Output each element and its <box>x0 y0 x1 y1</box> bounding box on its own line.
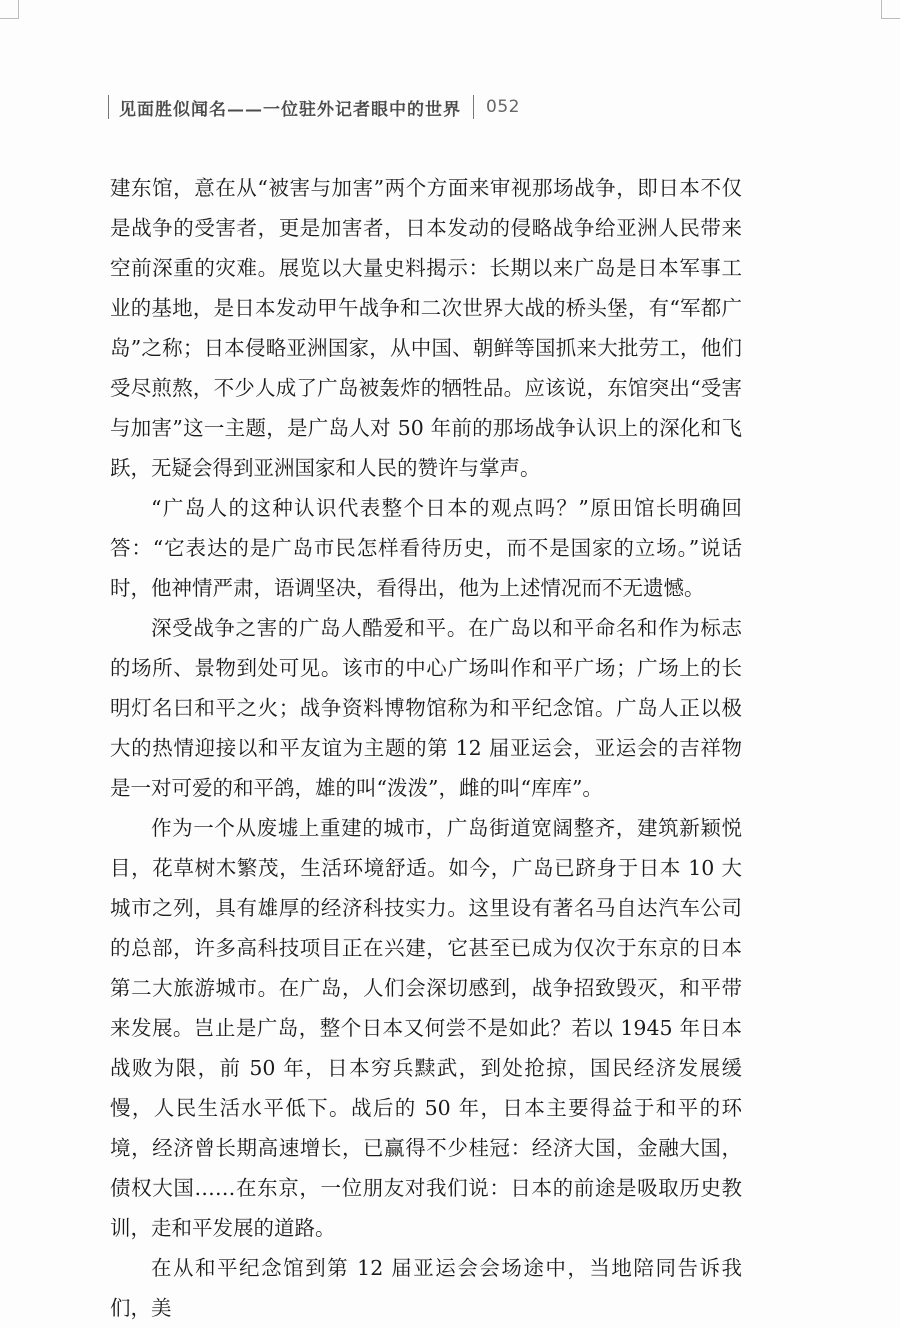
book-title: 见面胜似闻名——一位驻外记者眼中的世界 <box>119 99 461 120</box>
running-header <box>108 94 520 120</box>
body-text <box>110 168 742 1328</box>
paragraph-2: “广岛人的这种认识代表整个日本的观点吗？”原田馆长明确回答：“它表达的是广岛市民怎样看待历史，而不是国家的立场。”说话时，他神情严肃，语调坚决，看得出，他为上述情况而不无遗憾。 <box>110 496 742 600</box>
crop-mark-right <box>881 0 900 19</box>
paragraph-5: 在从和平纪念馆到第 12 届亚运会会场途中，当地陪同告诉我们，美 <box>110 1256 742 1320</box>
paragraph-3: 深受战争之害的广岛人酷爱和平。在广岛以和平命名和作为标志的场所、景物到处可见。该市的中心广场叫作和平广场；广场上的长明灯名曰和平之火；战争资料博物馆称为和平纪念馆。广岛人正以极大的热情迎接以和平友谊为主题的第 12 届亚运会，亚运会的吉祥物是一对可爱的和平鸽，雄的叫“泼泼”，雌的叫“库库”。 <box>110 616 742 800</box>
page-number: 052 <box>486 97 520 117</box>
header-rule-left <box>108 95 109 119</box>
paragraph-1: 建东馆，意在从“被害与加害”两个方面来审视那场战争，即日本不仅是战争的受害者，更是加害者，日本发动的侵略战争给亚洲人民带来空前深重的灾难。展览以大量史料揭示：长期以来广岛是日本军事工业的基地，是日本发动甲午战争和二次世界大战的桥头堡，有“军都广岛”之称；日本侵略亚洲国家，从中国、朝鲜等国抓来大批劳工，他们受尽煎熬，不少人成了广岛被轰炸的牺牲品。应该说，东馆突出“受害与加害”这一主题，是广岛人对 50 年前的那场战争认识上的深化和飞跃，无疑会得到亚洲国家和人民的赞许与掌声。 <box>110 176 742 480</box>
paragraph-4: 作为一个从废墟上重建的城市，广岛街道宽阔整齐，建筑新颖悦目，花草树木繁茂，生活环境舒适。如今，广岛已跻身于日本 10 大城市之列，具有雄厚的经济科技实力。这里设有著名马自达汽车公司的总部，许多高科技项目正在兴建，它甚至已成为仅次于东京的日本第二大旅游城市。在广岛，人们会深切感到，战争招致毁灭，和平带来发展。岂止是广岛，整个日本又何尝不是如此？若以 1945 年日本战败为限，前 50 年，日本穷兵黩武，到处抢掠，国民经济发展缓慢，人民生活水平低下。战后的 50 年，日本主要得益于和平的环境，经济曾长期高速增长，已赢得不少桂冠：经济大国，金融大国，债权大国……在东京，一位朋友对我们说：日本的前途是吸取历史教训，走和平发展的道路。 <box>110 816 742 1240</box>
crop-mark-left <box>0 0 19 19</box>
header-rule-divider <box>473 95 474 119</box>
